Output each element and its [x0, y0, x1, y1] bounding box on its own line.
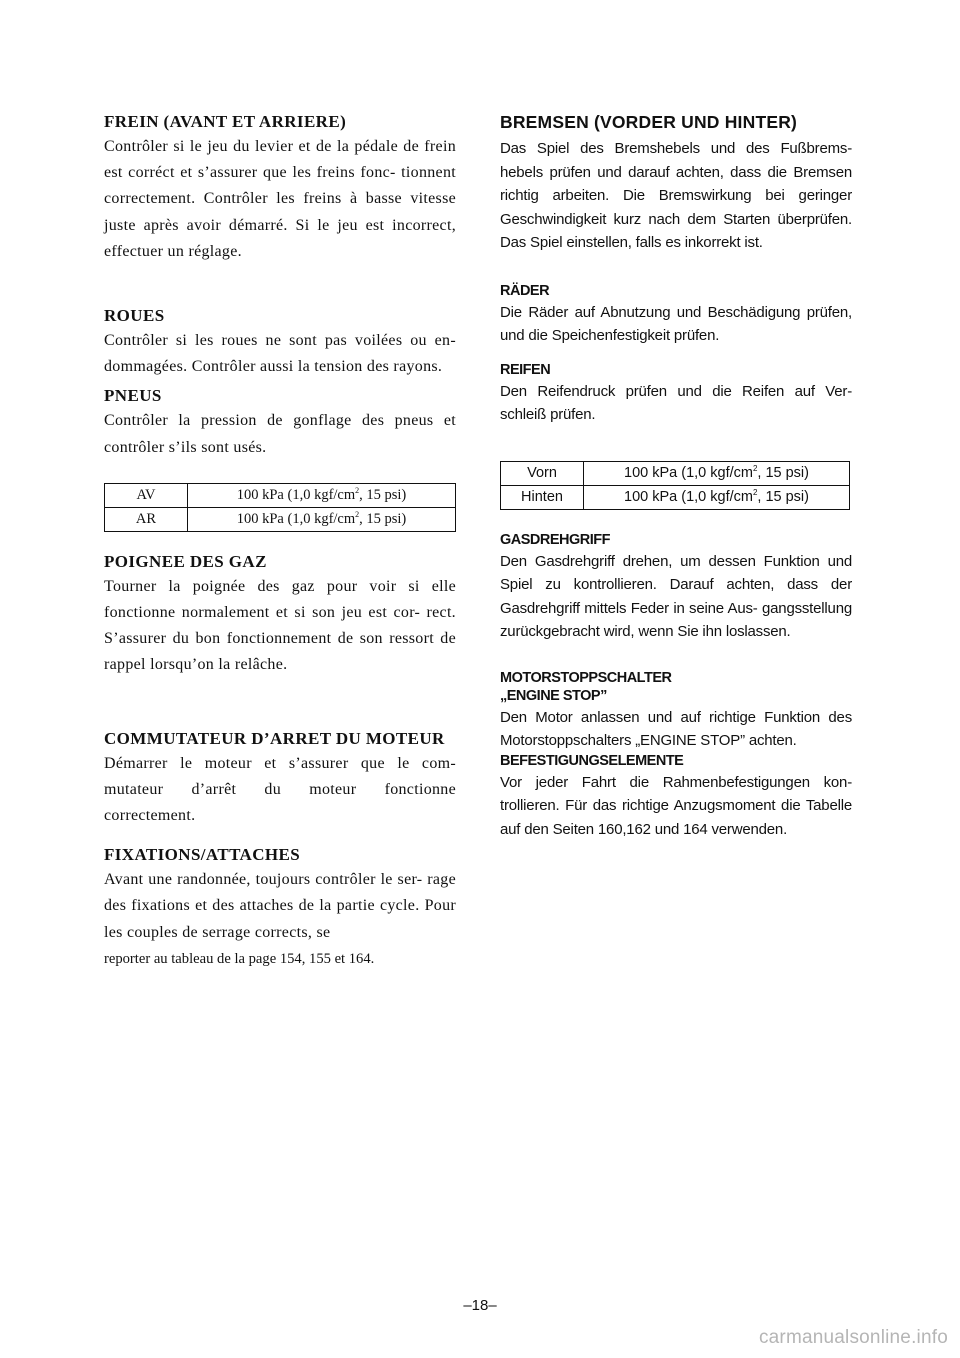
fr-switch-text: Démarrer le moteur et s’assurer que le com- mutateur d’arrêt du moteur fonctionne correctement. [104, 754, 456, 825]
de-throttle-title: GASDREHGRIFF [500, 531, 610, 548]
de-fasteners-text: Vor jeder Fahrt die Rahmenbefestigungen kon- trollieren. Für das richtige Anzugsmoment die Tabelle auf den Seiten 160,162 und 164 verwenden. [500, 773, 852, 838]
table-key: AR [105, 507, 188, 531]
fr-fasteners-text-2: reporter au tableau de la page 154, 155 et 164. [104, 950, 375, 967]
fr-brake-text: Contrôler si le jeu du levier et de la pédale de frein est corréct et s’assurer que les freins fonc- tionnent correctement. Contrôler les freins à basse vitesse juste après avoir démarré. Si le jeu est incorrect, effectuer un réglage. [104, 138, 456, 260]
table-key: Vorn [501, 461, 584, 485]
fr-throttle-text: Tourner la poignée des gaz pour voir si elle fonctionne normalement et si son jeu est cor- rect. S’assurer du bon fonctionnement de son ressort de rappel lorsqu’on la relâche. [104, 577, 456, 674]
fr-switch-title: COMMUTATEUR D’ARRET DU MOTEUR [104, 728, 445, 748]
fr-wheels-title: ROUES [104, 306, 165, 326]
de-fasteners-title: BEFESTIGUNGSELEMENTE [500, 752, 684, 769]
table-row [501, 461, 850, 485]
de-brake-text: Das Spiel des Bremshebels und des Fußbrems- hebels prüfen und darauf achten, dass die Bremsen richtig arbeiten. Die Bremswirkung bei geringer Geschwindigkeit kurz nach dem Starten überprüfen. Das Spiel einstellen, falls es inkorrekt ist. [500, 140, 852, 251]
de-tires-text: Den Reifendruck prüfen und die Reifen auf Ver- schleiß prüfen. [500, 382, 852, 423]
fr-fasteners-title: FIXATIONS/ATTACHES [104, 845, 301, 865]
de-wheels-text: Die Räder auf Abnutzung und Beschädigung prüfen, und die Speichenfestigkeit prüfen. [500, 303, 852, 344]
fr-throttle-title: POIGNEE DES GAZ [104, 551, 267, 571]
de-switch-text: Den Motor anlassen und auf richtige Funktion des Motorstoppschalters „ENGINE STOP” achten. [500, 708, 852, 749]
table-row [501, 485, 850, 509]
table-key: Hinten [501, 485, 584, 509]
fr-tires-text: Contrôler la pression de gonflage des pneus et contrôler s’ils sont usés. [104, 412, 456, 456]
table-value: 100 kPa (1,0 kgf/$cm^2$, 15 psi) [188, 483, 456, 507]
watermark: carmanualsonline.info [758, 1327, 948, 1348]
table-row [105, 507, 456, 531]
fr-pressure-table [104, 483, 456, 532]
table-key: AV [105, 483, 188, 507]
table-row [105, 483, 456, 507]
de-switch-title: MOTORSTOPPSCHALTER [500, 669, 672, 686]
german-column [500, 112, 852, 841]
french-column [104, 112, 456, 972]
de-switch-title-2: „ENGINE STOP” [500, 687, 607, 704]
table-value: 100 kPa (1,0 kgf/$cm^2$, 15 psi) [584, 485, 850, 509]
fr-brake-title: FREIN (AVANT ET ARRIERE) [104, 112, 347, 131]
de-pressure-table [500, 461, 850, 510]
page-number: –18– [463, 1297, 497, 1314]
table-value: 100 kPa (1,0 kgf/$cm^2$, 15 psi) [584, 461, 850, 485]
de-brake-title: BREMSEN (VORDER UND HINTER) [500, 112, 798, 132]
fr-wheels-text: Contrôler si les roues ne sont pas voilées ou en- dommagées. Contrôler aussi la tension des rayons. [104, 332, 456, 376]
fr-fasteners-text: Avant une randonnée, toujours contrôler le ser- rage des fixations et des attaches de la partie cycle. Pour les couples de serrage corrects, se [104, 871, 456, 941]
fr-tires-title: PNEUS [104, 386, 162, 406]
de-tires-title: REIFEN [500, 361, 551, 378]
de-throttle-text: Den Gasdrehgriff drehen, um dessen Funktion und Spiel zu kontrollieren. Darauf achten, dass der Gasdrehgriff mittels Feder in seine Aus- gangsstellung zurückgebracht wird, wenn Sie ihn loslassen. [500, 552, 852, 640]
table-value: 100 kPa (1,0 kgf/$cm^2$, 15 psi) [188, 507, 456, 531]
de-wheels-title: RÄDER [500, 282, 550, 299]
